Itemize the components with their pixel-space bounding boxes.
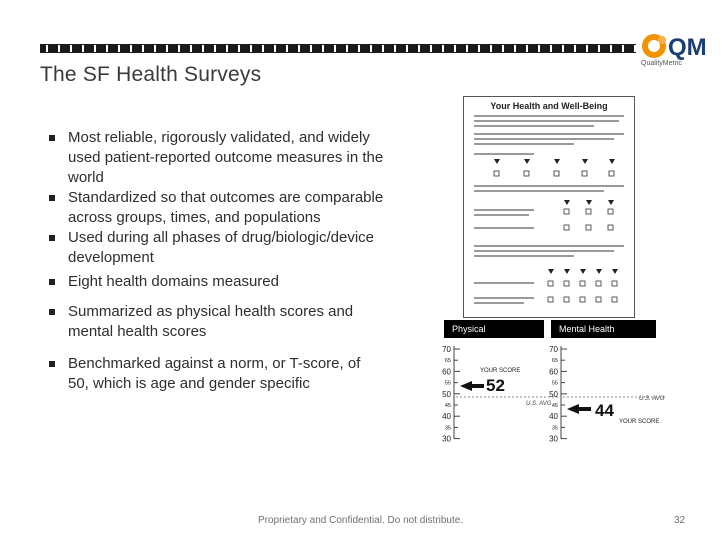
scale-tick-labels — [442, 345, 460, 443]
scale-tick-label: 50 — [442, 389, 451, 399]
bullet-item — [48, 228, 388, 268]
footer-confidential: Proprietary and Confidential. Do not distribute. — [258, 515, 464, 526]
bullet-marker-icon — [49, 235, 55, 241]
bullet-marker-icon — [49, 195, 55, 201]
bullet-marker-icon — [49, 361, 55, 367]
mental-your-score: YOUR SCORE — [619, 419, 660, 425]
scale-tick-label: 35 — [444, 425, 451, 432]
scale-tick-label: 45 — [444, 403, 451, 409]
bullet-item — [48, 272, 388, 292]
mental-panel-label: Mental Health — [551, 320, 656, 338]
physical-us-avg: U.S. AVG — [526, 401, 552, 407]
scale-tick-label: 45 — [551, 403, 558, 409]
bullet-text: Eight health domains measured — [68, 273, 279, 290]
scale-tick-label: 50 — [549, 389, 558, 399]
physical-panel-label: Physical — [444, 320, 544, 338]
scale-tick-label: 30 — [549, 434, 558, 443]
scale-tick-label: 40 — [442, 412, 451, 422]
scale-tick-labels — [549, 345, 567, 443]
logo-letters: QM — [668, 34, 707, 61]
page-number: 32 — [674, 515, 686, 526]
bullet-item — [48, 188, 388, 228]
bullet-item — [48, 354, 368, 394]
bullet-text: Summarized as physical health scores and mental health scores — [68, 303, 354, 340]
scale-tick-label: 55 — [444, 380, 451, 387]
header-divider-bar — [40, 44, 636, 53]
mental-score-value: 44 — [595, 401, 614, 420]
scale-tick-label: 60 — [549, 367, 558, 377]
survey-title: Your Health and Well-Being — [490, 101, 608, 111]
scale-tick-label: 65 — [551, 358, 558, 365]
bullet-marker-icon — [49, 309, 55, 315]
survey-form-image — [463, 96, 635, 318]
scale-tick-label: 30 — [442, 434, 451, 443]
scale-tick-label: 40 — [549, 412, 558, 422]
bullet-marker-icon — [49, 135, 55, 141]
scale-tick-label: 60 — [442, 367, 451, 377]
bullet-item — [48, 302, 388, 342]
slide-title: The SF Health Surveys — [40, 63, 262, 86]
bullet-text: Most reliable, rigorously validated, and widely used patient-reported outcome measures in the world — [68, 129, 384, 186]
physical-your-score: YOUR SCORE — [480, 368, 521, 374]
physical-score-value: 52 — [486, 376, 505, 395]
mental-score-scale — [545, 343, 695, 443]
scale-tick-label: 55 — [551, 380, 558, 387]
mental-us-avg: U.S. AVG — [639, 396, 665, 402]
scale-tick-label: 70 — [549, 345, 558, 354]
bullet-text: Standardized so that outcomes are comparable across groups, times, and populations — [68, 189, 384, 226]
scale-tick-label: 35 — [551, 425, 558, 432]
bullet-list — [48, 128, 388, 394]
survey-form-lines — [464, 97, 634, 317]
bullet-text: Used during all phases of drug/biologic/device development — [68, 229, 375, 266]
bullet-item — [48, 128, 388, 188]
bullet-text: Benchmarked against a norm, or T-score, of 50, which is age and gender specific — [68, 355, 361, 392]
scale-tick-label: 65 — [444, 358, 451, 365]
scale-tick-label: 70 — [442, 345, 451, 354]
bullet-marker-icon — [49, 279, 55, 285]
logo-tagline: QualityMetric — [641, 60, 682, 67]
